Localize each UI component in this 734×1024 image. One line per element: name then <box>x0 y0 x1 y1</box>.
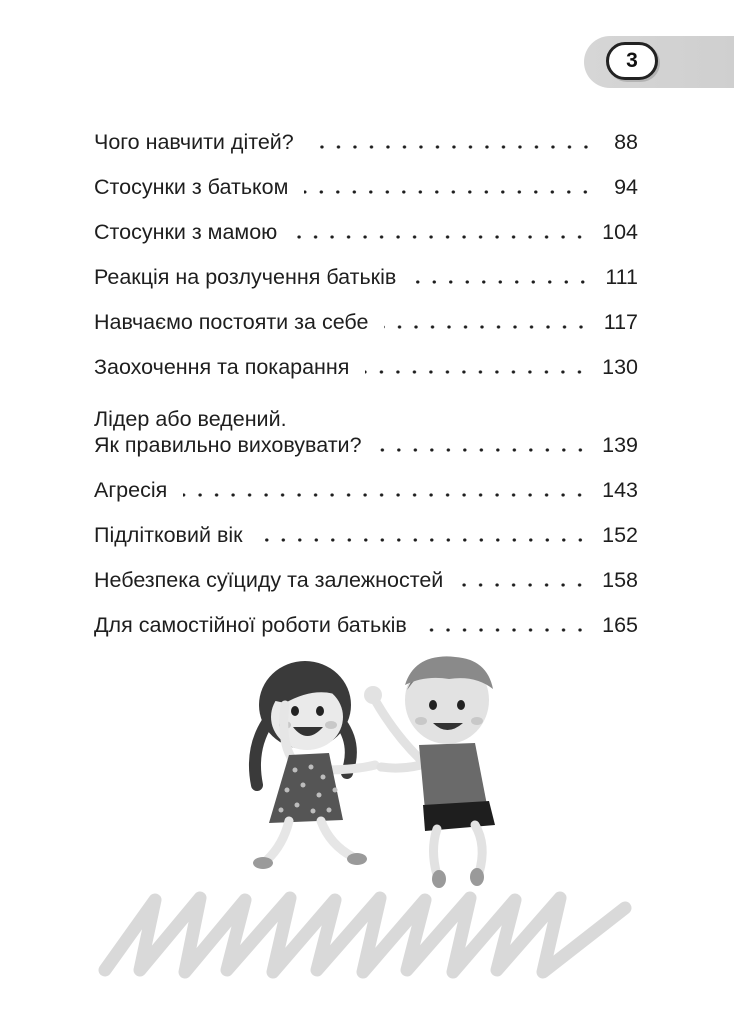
toc-entry-page: 111 <box>605 265 638 289</box>
toc-leader-dots <box>412 280 591 284</box>
toc-entry-title: Небезпека суїциду та залежностей <box>94 568 444 592</box>
toc-entry[interactable] <box>94 593 638 638</box>
toc-entry-page: 139 <box>602 433 638 457</box>
toc-entry[interactable] <box>94 110 638 155</box>
toc-entry-page: 143 <box>602 478 638 502</box>
boy-figure <box>364 656 495 888</box>
toc-entry[interactable] <box>94 458 638 503</box>
toc-entry[interactable] <box>94 335 638 380</box>
toc-entry-page: 94 <box>614 175 638 199</box>
toc-entry-title: Чого навчити дітей? <box>94 130 294 154</box>
toc-entry-title: Реакція на розлучення батьків <box>94 265 397 289</box>
toc-entry-page: 130 <box>602 355 638 379</box>
toc-entry-title: Лідер або ведений. Як правильно виховувати? <box>94 407 362 457</box>
toc-leader-dots <box>384 325 589 329</box>
scribble-stroke-decoration <box>95 890 645 980</box>
toc-entry-title: Стосунки з мамою <box>94 220 278 244</box>
table-of-contents <box>94 110 638 638</box>
toc-entry-page: 104 <box>602 220 638 244</box>
toc-entry-title: Навчаємо постояти за себе <box>94 310 369 334</box>
toc-entry-title: Агресія <box>94 478 168 502</box>
toc-entry[interactable] <box>94 200 638 245</box>
toc-entry[interactable] <box>94 503 638 548</box>
girl-figure <box>253 661 375 869</box>
toc-entry-page: 158 <box>602 568 638 592</box>
toc-leader-dots <box>293 235 588 239</box>
toc-entry[interactable] <box>94 548 638 593</box>
toc-entry-page: 117 <box>603 310 638 334</box>
toc-entry-title: Для самостійної роботи батьків <box>94 613 407 637</box>
toc-leader-dots <box>378 448 589 452</box>
toc-leader-dots <box>183 493 588 497</box>
toc-leader-dots <box>304 190 594 194</box>
toc-leader-dots <box>423 628 588 632</box>
page-number: 3 <box>606 42 658 80</box>
toc-entry[interactable] <box>94 380 638 458</box>
toc-leader-dots <box>259 538 589 542</box>
toc-entry-page: 165 <box>602 613 638 637</box>
toc-entry[interactable] <box>94 290 638 335</box>
toc-leader-dots <box>459 583 588 587</box>
toc-entry-title: Стосунки з батьком <box>94 175 289 199</box>
toc-entry-page: 152 <box>602 523 638 547</box>
toc-entry-page: 88 <box>614 130 638 154</box>
toc-entry-title: Заохочення та покарання <box>94 355 350 379</box>
toc-entry-title: Підлітковий вік <box>94 523 243 547</box>
toc-leader-dots <box>365 370 588 374</box>
toc-entry[interactable] <box>94 155 638 200</box>
toc-entry[interactable] <box>94 245 638 290</box>
dancing-kids-illustration <box>225 645 525 890</box>
toc-leader-dots <box>310 145 594 149</box>
